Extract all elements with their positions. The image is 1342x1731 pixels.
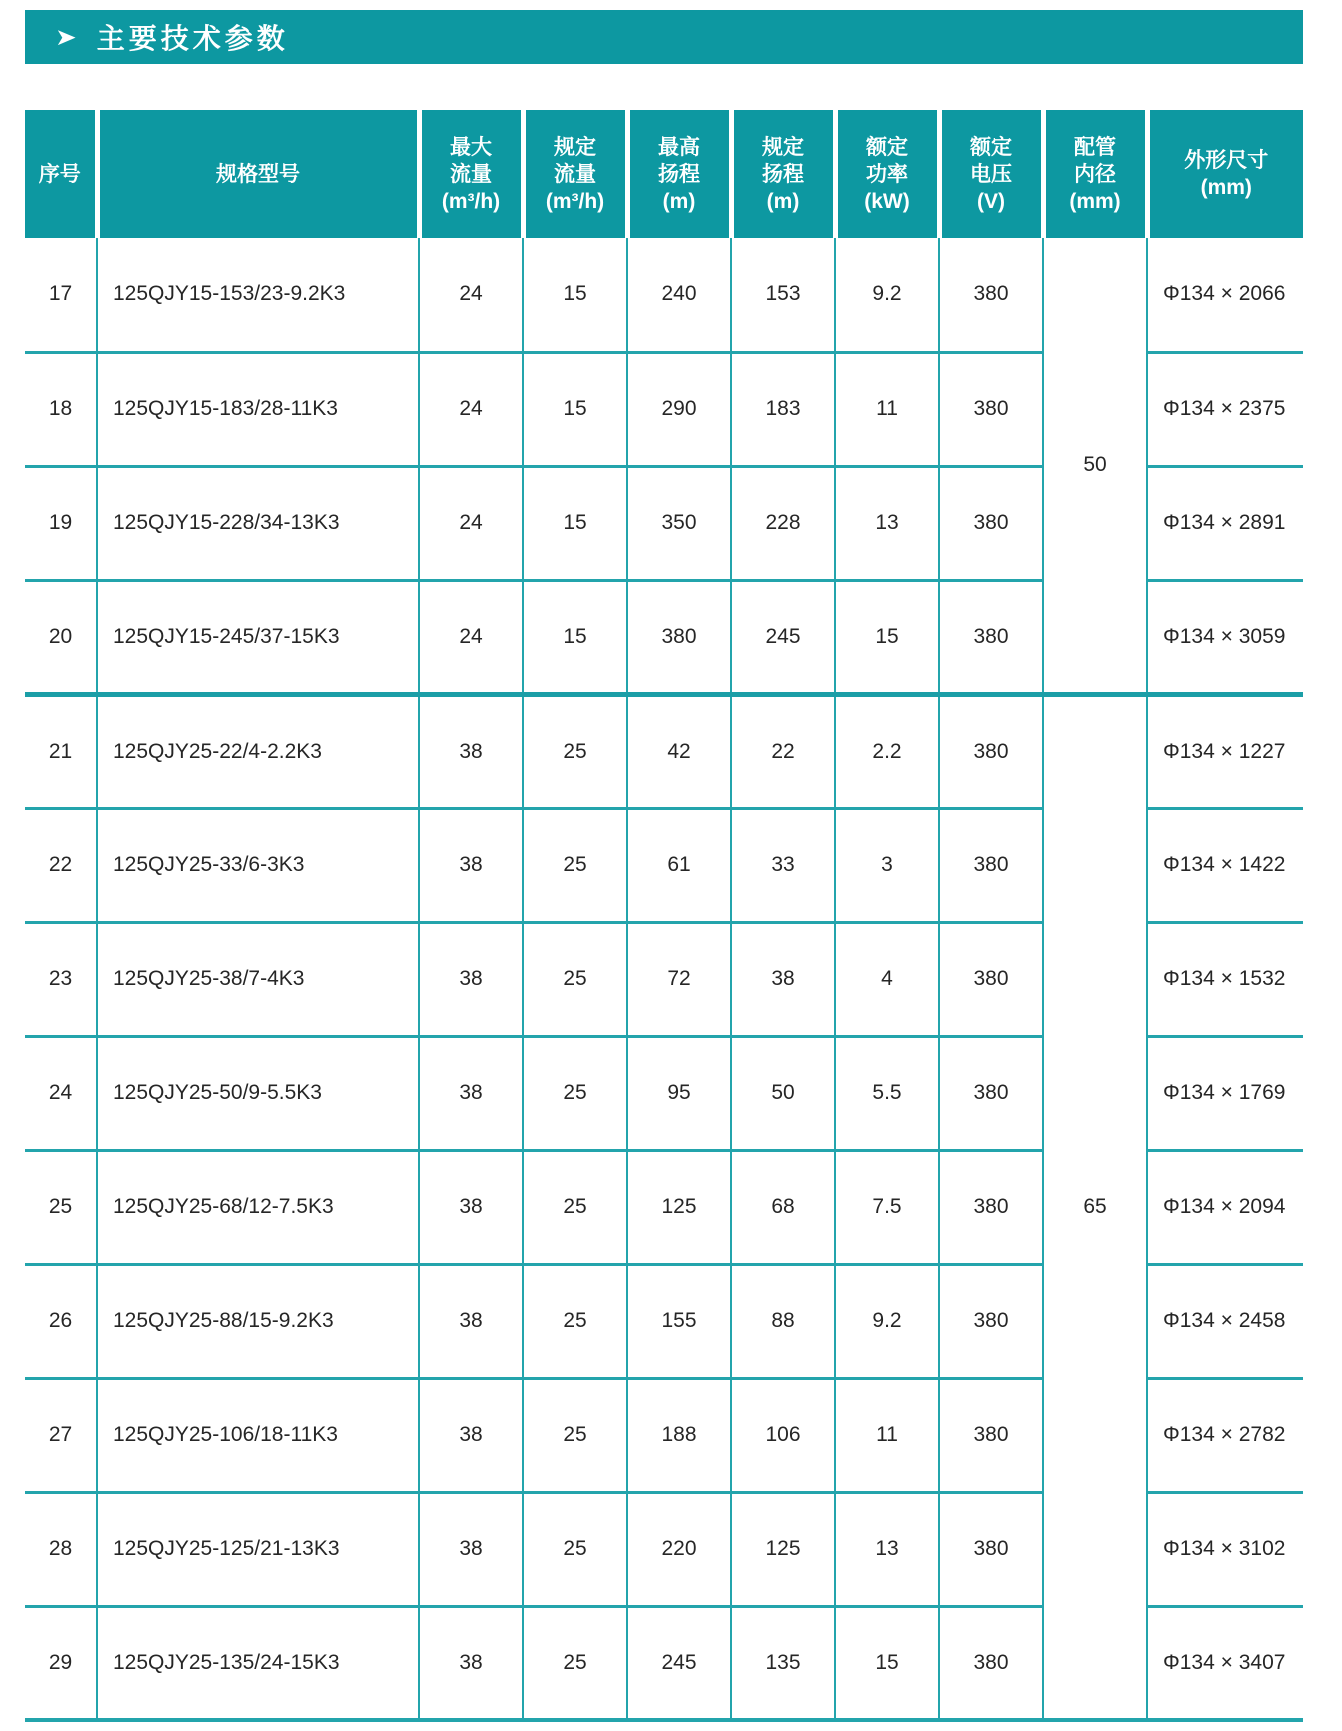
- cell-model: 125QJY25-38/7-4K3: [97, 922, 419, 1036]
- table-row: [25, 694, 1303, 808]
- cell-power: 13: [835, 466, 939, 580]
- cell-rated_head: 245: [731, 580, 835, 694]
- cell-voltage: 380: [939, 1036, 1043, 1150]
- cell-voltage: 380: [939, 1492, 1043, 1606]
- cell-voltage: 380: [939, 580, 1043, 694]
- cell-max_head: 245: [627, 1606, 731, 1720]
- cell-model: 125QJY15-245/37-15K3: [97, 580, 419, 694]
- cell-rated_flow: 15: [523, 238, 627, 352]
- cell-no: 17: [25, 238, 97, 352]
- cell-model: 125QJY25-68/12-7.5K3: [97, 1150, 419, 1264]
- cell-rated_head: 33: [731, 808, 835, 922]
- cell-max_head: 290: [627, 352, 731, 466]
- cell-rated_head: 135: [731, 1606, 835, 1720]
- cell-max_head: 155: [627, 1264, 731, 1378]
- cell-dimensions: Φ134 × 3102: [1147, 1492, 1303, 1606]
- cell-rated_head: 38: [731, 922, 835, 1036]
- cell-no: 29: [25, 1606, 97, 1720]
- cell-max_head: 72: [627, 922, 731, 1036]
- cell-max_flow: 38: [419, 922, 523, 1036]
- cell-max_flow: 38: [419, 694, 523, 808]
- cell-dimensions: Φ134 × 2891: [1147, 466, 1303, 580]
- cell-rated_head: 228: [731, 466, 835, 580]
- header-cell-rated_head: 规定 扬程 (m): [731, 110, 835, 238]
- cell-rated_head: 153: [731, 238, 835, 352]
- cell-no: 23: [25, 922, 97, 1036]
- cell-dimensions: Φ134 × 1769: [1147, 1036, 1303, 1150]
- cell-rated_flow: 25: [523, 1264, 627, 1378]
- cell-voltage: 380: [939, 1150, 1043, 1264]
- table-row: [25, 238, 1303, 352]
- cell-max_head: 95: [627, 1036, 731, 1150]
- cell-no: 19: [25, 466, 97, 580]
- cell-dimensions: Φ134 × 1227: [1147, 694, 1303, 808]
- section-title-text: 主要技术参数: [96, 23, 289, 54]
- cell-model: 125QJY25-88/15-9.2K3: [97, 1264, 419, 1378]
- cell-dimensions: Φ134 × 1422: [1147, 808, 1303, 922]
- cell-max_flow: 38: [419, 1378, 523, 1492]
- cell-max_flow: 24: [419, 238, 523, 352]
- cell-rated_head: 88: [731, 1264, 835, 1378]
- cell-rated_flow: 15: [523, 580, 627, 694]
- cell-power: 3: [835, 808, 939, 922]
- cell-rated_flow: 25: [523, 1606, 627, 1720]
- cell-rated_flow: 25: [523, 694, 627, 808]
- header-cell-no: 序号: [25, 110, 97, 238]
- cell-power: 2.2: [835, 694, 939, 808]
- cell-max_head: 42: [627, 694, 731, 808]
- spec-table: [25, 110, 1303, 1722]
- cell-dimensions: Φ134 × 1532: [1147, 922, 1303, 1036]
- cell-power: 13: [835, 1492, 939, 1606]
- cell-voltage: 380: [939, 238, 1043, 352]
- header-cell-rated_flow: 规定 流量 (m³/h): [523, 110, 627, 238]
- cell-model: 125QJY25-33/6-3K3: [97, 808, 419, 922]
- cell-rated_head: 183: [731, 352, 835, 466]
- cell-max_flow: 38: [419, 1606, 523, 1720]
- cell-model: 125QJY15-183/28-11K3: [97, 352, 419, 466]
- cell-power: 15: [835, 1606, 939, 1720]
- cell-no: 18: [25, 352, 97, 466]
- cell-voltage: 380: [939, 694, 1043, 808]
- cell-rated_head: 50: [731, 1036, 835, 1150]
- cell-rated_head: 68: [731, 1150, 835, 1264]
- cell-pipe-diameter: 50: [1043, 238, 1147, 694]
- cell-no: 22: [25, 808, 97, 922]
- cell-max_head: 350: [627, 466, 731, 580]
- cell-power: 11: [835, 352, 939, 466]
- cell-dimensions: Φ134 × 2066: [1147, 238, 1303, 352]
- cell-max_flow: 38: [419, 808, 523, 922]
- header-row: [25, 110, 1303, 238]
- cell-max_head: 380: [627, 580, 731, 694]
- cell-model: 125QJY15-153/23-9.2K3: [97, 238, 419, 352]
- section-title-bar: [25, 10, 1303, 64]
- cell-dimensions: Φ134 × 3059: [1147, 580, 1303, 694]
- header-cell-max_head: 最高 扬程 (m): [627, 110, 731, 238]
- cell-max_head: 240: [627, 238, 731, 352]
- cell-no: 26: [25, 1264, 97, 1378]
- cell-model: 125QJY15-228/34-13K3: [97, 466, 419, 580]
- cell-max_head: 220: [627, 1492, 731, 1606]
- cell-max_flow: 38: [419, 1492, 523, 1606]
- cell-max_flow: 38: [419, 1264, 523, 1378]
- cell-rated_head: 106: [731, 1378, 835, 1492]
- cell-model: 125QJY25-22/4-2.2K3: [97, 694, 419, 808]
- cell-max_flow: 38: [419, 1036, 523, 1150]
- cell-voltage: 380: [939, 1264, 1043, 1378]
- cell-dimensions: Φ134 × 2375: [1147, 352, 1303, 466]
- cell-rated_flow: 25: [523, 808, 627, 922]
- cell-power: 5.5: [835, 1036, 939, 1150]
- cell-power: 9.2: [835, 238, 939, 352]
- cell-rated_flow: 15: [523, 466, 627, 580]
- cell-dimensions: Φ134 × 2094: [1147, 1150, 1303, 1264]
- cell-max_head: 125: [627, 1150, 731, 1264]
- cell-power: 4: [835, 922, 939, 1036]
- cell-power: 9.2: [835, 1264, 939, 1378]
- cell-rated_flow: 25: [523, 1378, 627, 1492]
- cell-voltage: 380: [939, 808, 1043, 922]
- cell-power: 11: [835, 1378, 939, 1492]
- cell-voltage: 380: [939, 466, 1043, 580]
- cell-dimensions: Φ134 × 3407: [1147, 1606, 1303, 1720]
- cell-no: 27: [25, 1378, 97, 1492]
- arrow-icon: ➤: [55, 23, 77, 51]
- cell-max_head: 188: [627, 1378, 731, 1492]
- cell-rated_flow: 15: [523, 352, 627, 466]
- cell-max_flow: 24: [419, 580, 523, 694]
- cell-rated_flow: 25: [523, 1036, 627, 1150]
- cell-rated_flow: 25: [523, 1492, 627, 1606]
- cell-power: 15: [835, 580, 939, 694]
- cell-rated_head: 22: [731, 694, 835, 808]
- cell-dimensions: Φ134 × 2782: [1147, 1378, 1303, 1492]
- cell-no: 28: [25, 1492, 97, 1606]
- cell-max_head: 61: [627, 808, 731, 922]
- cell-model: 125QJY25-106/18-11K3: [97, 1378, 419, 1492]
- cell-no: 20: [25, 580, 97, 694]
- cell-dimensions: Φ134 × 2458: [1147, 1264, 1303, 1378]
- header-cell-pipe: 配管 内径 (mm): [1043, 110, 1147, 238]
- cell-rated_flow: 25: [523, 922, 627, 1036]
- cell-model: 125QJY25-135/24-15K3: [97, 1606, 419, 1720]
- header-cell-voltage: 额定 电压 (V): [939, 110, 1043, 238]
- cell-max_flow: 24: [419, 466, 523, 580]
- cell-voltage: 380: [939, 352, 1043, 466]
- cell-no: 24: [25, 1036, 97, 1150]
- cell-model: 125QJY25-125/21-13K3: [97, 1492, 419, 1606]
- header-cell-model: 规格型号: [97, 110, 419, 238]
- cell-rated_flow: 25: [523, 1150, 627, 1264]
- cell-max_flow: 24: [419, 352, 523, 466]
- cell-no: 21: [25, 694, 97, 808]
- cell-no: 25: [25, 1150, 97, 1264]
- header-cell-power: 额定 功率 (kW): [835, 110, 939, 238]
- cell-rated_head: 125: [731, 1492, 835, 1606]
- cell-voltage: 380: [939, 1378, 1043, 1492]
- cell-voltage: 380: [939, 1606, 1043, 1720]
- cell-model: 125QJY25-50/9-5.5K3: [97, 1036, 419, 1150]
- header-cell-dimensions: 外形尺寸 (mm): [1147, 110, 1303, 238]
- cell-power: 7.5: [835, 1150, 939, 1264]
- cell-voltage: 380: [939, 922, 1043, 1036]
- header-cell-max_flow: 最大 流量 (m³/h): [419, 110, 523, 238]
- cell-max_flow: 38: [419, 1150, 523, 1264]
- cell-pipe-diameter: 65: [1043, 694, 1147, 1720]
